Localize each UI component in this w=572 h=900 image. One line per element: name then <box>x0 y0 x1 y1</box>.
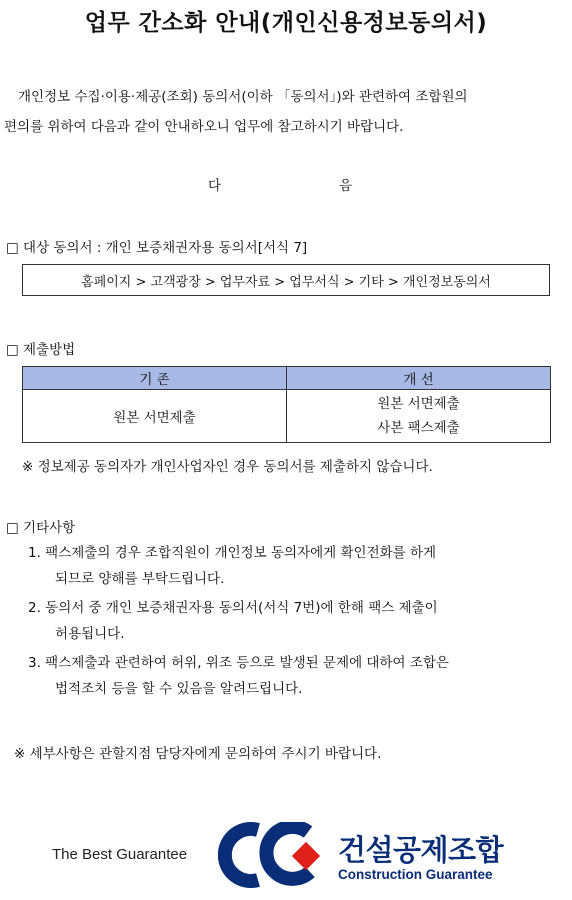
company-name-korean: 건설공제조합 <box>338 833 504 867</box>
improved-method-2: 사본 팩스제출 <box>377 420 460 436</box>
submission-comparison-table <box>22 366 551 443</box>
heading-da: 다 <box>208 178 222 194</box>
col-existing-header: 기 존 <box>23 367 287 390</box>
list-item <box>28 650 449 702</box>
navigation-path-box: 홈페이지 > 고객광장 > 업무자료 > 업무서식 > 기타 > 개인정보동의서 <box>22 264 550 296</box>
submission-note: ※ 정보제공 동의자가 개인사업자인 경우 동의서를 제출하지 않습니다. <box>22 459 433 475</box>
cg-logo-icon <box>218 822 326 888</box>
existing-method-cell: 원본 서면제출 <box>23 390 287 443</box>
section-misc-title: □ 기타사항 <box>6 520 76 536</box>
list-item-line: 1. 팩스제출의 경우 조합직원이 개인정보 동의자에게 확인전화를 하게 <box>28 545 437 561</box>
list-item <box>28 595 438 647</box>
intro-line-2: 편의를 위하여 다음과 같이 안내하오니 업무에 참고하시기 바랍니다. <box>4 119 404 135</box>
intro-line-1: 개인정보 수집·이용·제공(조회) 동의서(이하 「동의서」)와 관련하여 조합원의 <box>18 89 468 105</box>
page-title: 업무 간소화 안내(개인신용정보동의서) <box>84 10 488 36</box>
intro-paragraph <box>0 82 572 142</box>
section-submission-title: □ 제출방법 <box>6 342 76 358</box>
list-item-line: 2. 동의서 중 개인 보증채권자용 동의서(서식 7번)에 한해 팩스 제출이 <box>28 600 438 616</box>
list-item-line: 3. 팩스제출과 관련하여 허위, 위조 등으로 발생된 문제에 대하여 조합은 <box>28 655 449 671</box>
list-item-line: 되므로 양해를 부탁드립니다. <box>55 571 225 587</box>
heading-eum: 음 <box>339 178 353 194</box>
improved-method-1: 원본 서면제출 <box>377 396 460 412</box>
improved-method-cell <box>287 390 551 443</box>
tagline: The Best Guarantee <box>52 846 188 863</box>
company-name-english: Construction Guarantee <box>338 867 493 882</box>
list-item-line: 허용됩니다. <box>55 626 125 642</box>
section-target-form-title: □ 대상 동의서 : 개인 보증채권자용 동의서[서식 7] <box>6 240 308 256</box>
col-improved-header: 개 선 <box>287 367 551 390</box>
list-item <box>28 540 436 592</box>
list-item-line: 법적조치 등을 할 수 있음을 알려드립니다. <box>55 681 303 697</box>
final-note: ※ 세부사항은 관할지점 담당자에게 문의하여 주시기 바랍니다. <box>14 746 382 762</box>
